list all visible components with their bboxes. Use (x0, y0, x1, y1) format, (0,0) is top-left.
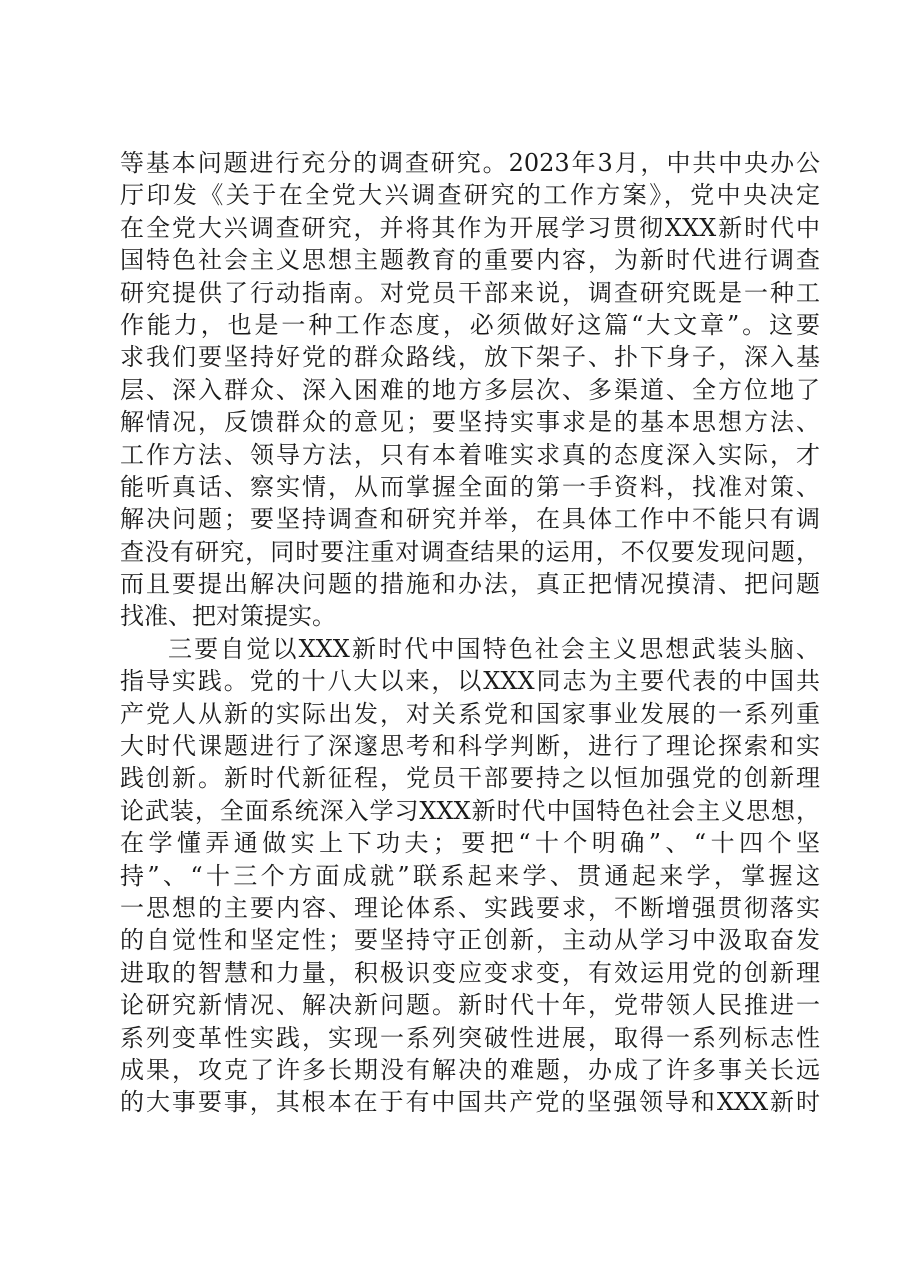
text-line: 践创新。新时代新征程，党员干部要持之以恒加强党的创新理 (120, 764, 820, 793)
text-line: 层、深入群众、深入困难的地方多层次、多渠道、全方位地了 (120, 375, 820, 404)
text-line: 的大事要事，其根本在于有中国共产党的坚强领导和XXX新时 (120, 1088, 820, 1117)
text-line: 进取的智慧和力量，积极识变应变求变，有效运用党的创新理 (120, 958, 820, 987)
paragraph-1 (120, 147, 820, 633)
text-line: 论研究新情况、解决新问题。新时代十年，党带领人民推进一 (120, 991, 820, 1020)
text-line: 产党人从新的实际出发，对关系党和国家事业发展的一系列重 (120, 699, 820, 728)
text-line: 厅印发《关于在全党大兴调查研究的工作方案》，党中央决定 (120, 181, 820, 210)
paragraph-2 (120, 633, 820, 1119)
text-line: 找准、把对策提实。 (120, 602, 336, 631)
text-line: 工作方法、领导方法，只有本着唯实求真的态度深入实际，才 (120, 440, 820, 469)
text-line: 作能力，也是一种工作态度，必须做好这篇“大文章”。这要 (120, 310, 820, 339)
text-line: 的自觉性和坚定性；要坚持守正创新，主动从学习中汲取奋发 (120, 926, 820, 955)
text-line: 系列变革性实践，实现一系列突破性进展，取得一系列标志性 (120, 1023, 820, 1052)
text-line: 求我们要坚持好党的群众路线，放下架子、扑下身子，深入基 (120, 343, 820, 372)
text-line: 解决问题；要坚持调查和研究并举，在具体工作中不能只有调 (120, 505, 820, 534)
text-line: 一思想的主要内容、理论体系、实践要求，不断增强贯彻落实 (120, 893, 820, 922)
text-line: 而且要提出解决问题的措施和办法，真正把情况摸清、把问题 (120, 570, 820, 599)
text-line: 在学懂弄通做实上下功夫；要把“十个明确”、“十四个坚 (120, 829, 820, 858)
text-line: 论武装，全面系统深入学习XXX新时代中国特色社会主义思想， (120, 796, 820, 825)
text-line: 查没有研究，同时要注重对调查结果的运用，不仅要发现问题， (120, 537, 820, 566)
text-line: 持”、“十三个方面成就”联系起来学、贯通起来学，掌握这 (120, 861, 820, 890)
text-line: 大时代课题进行了深邃思考和科学判断，进行了理论探索和实 (120, 732, 820, 761)
body-text (120, 147, 820, 1119)
text-line: 国特色社会主义思想主题教育的重要内容，为新时代进行调查 (120, 246, 820, 275)
text-line: 等基本问题进行充分的调查研究。2023年3月，中共中央办公 (120, 149, 820, 177)
text-line: 解情况，反馈群众的意见；要坚持实事求是的基本思想方法、 (120, 408, 820, 437)
text-line: 指导实践。党的十八大以来，以XXX同志为主要代表的中国共 (120, 667, 820, 696)
text-line: 能听真话、察实情，从而掌握全面的第一手资料，找准对策、 (120, 472, 820, 501)
text-line: 成果，攻克了许多长期没有解决的难题，办成了许多事关长远 (120, 1055, 820, 1084)
text-line: 在全党大兴调查研究，并将其作为开展学习贯彻XXX新时代中 (120, 213, 820, 242)
text-line: 三要自觉以XXX新时代中国特色社会主义思想武装头脑、 (168, 634, 820, 663)
text-line: 研究提供了行动指南。对党员干部来说，调查研究既是一种工 (120, 278, 820, 307)
